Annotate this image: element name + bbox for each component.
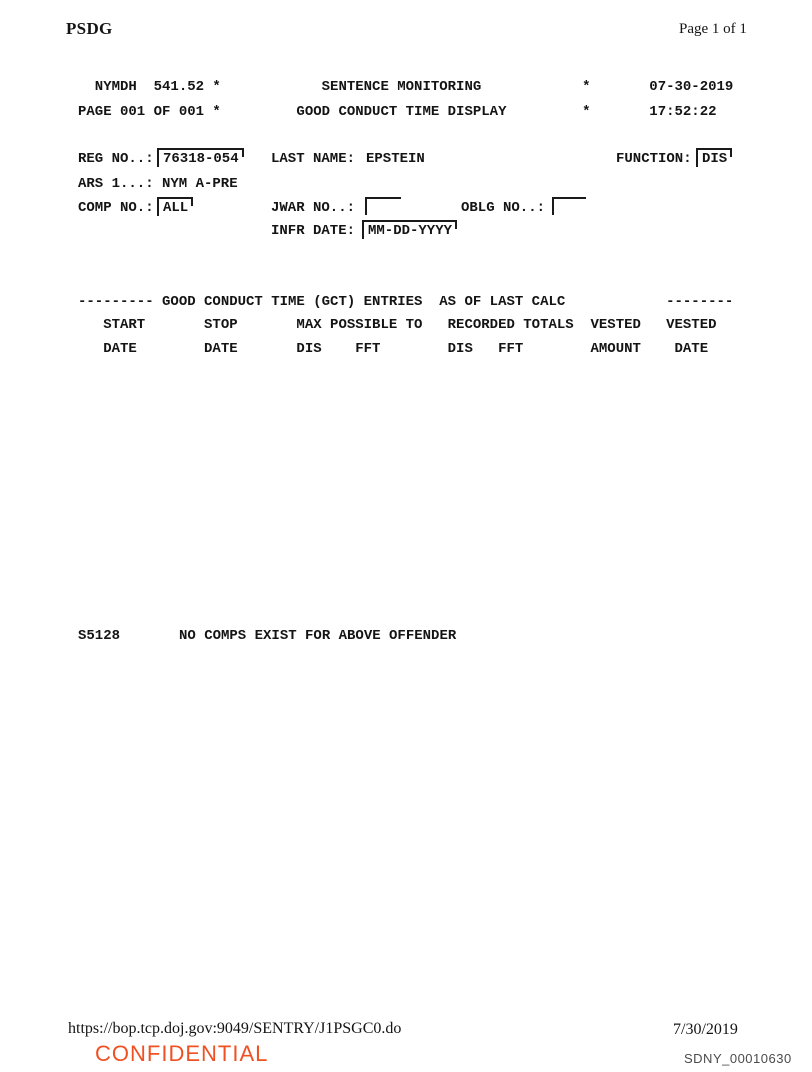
- screen-header-line1: NYMDH 541.52 * SENTENCE MONITORING * 07-30-2019: [78, 79, 734, 95]
- reg-no-field: 76318-054: [157, 148, 244, 167]
- infr-date-field: MM-DD-YYYY: [362, 220, 457, 239]
- oblg-no-field: [552, 197, 586, 215]
- gct-section-title: --------- GOOD CONDUCT TIME (GCT) ENTRIES AS OF LAST CALC --------: [78, 294, 734, 310]
- function-label: FUNCTION:: [616, 151, 692, 167]
- infr-date-label: INFR DATE:: [271, 223, 356, 239]
- footer-print-date: 7/30/2019: [673, 1021, 738, 1038]
- jwar-no-label: JWAR NO..:: [271, 200, 356, 216]
- page-number: Page 1 of 1: [679, 21, 747, 37]
- last-name-value: EPSTEIN: [366, 151, 425, 167]
- jwar-no-field: [365, 197, 401, 215]
- oblg-no-label: OBLG NO..:: [461, 200, 546, 216]
- comp-no-label: COMP NO.:: [78, 200, 154, 216]
- status-code: S5128: [78, 628, 121, 644]
- ars1-label: ARS 1...:: [78, 176, 154, 192]
- bates-number: SDNY_00010630: [684, 1051, 792, 1066]
- ars1-value: NYM A-PRE: [162, 176, 238, 192]
- comp-no-field: ALL: [157, 197, 193, 216]
- screen-header-line2: PAGE 001 OF 001 * GOOD CONDUCT TIME DISPLAY * 17:52:22: [78, 104, 717, 120]
- gct-column-header-row2: DATE DATE DIS FFT DIS FFT AMOUNT DATE: [78, 341, 709, 357]
- app-code: PSDG: [66, 19, 113, 38]
- footer-url: https://bop.tcp.doj.gov:9049/SENTRY/J1PSGC0.do: [68, 1020, 402, 1037]
- function-field: DIS: [696, 148, 732, 167]
- reg-no-label: REG NO..:: [78, 151, 154, 167]
- status-message: NO COMPS EXIST FOR ABOVE OFFENDER: [179, 628, 457, 644]
- gct-column-header-row1: START STOP MAX POSSIBLE TO RECORDED TOTALS VESTED VESTED: [78, 317, 717, 333]
- last-name-label: LAST NAME:: [271, 151, 356, 167]
- confidential-stamp: CONFIDENTIAL: [95, 1041, 269, 1066]
